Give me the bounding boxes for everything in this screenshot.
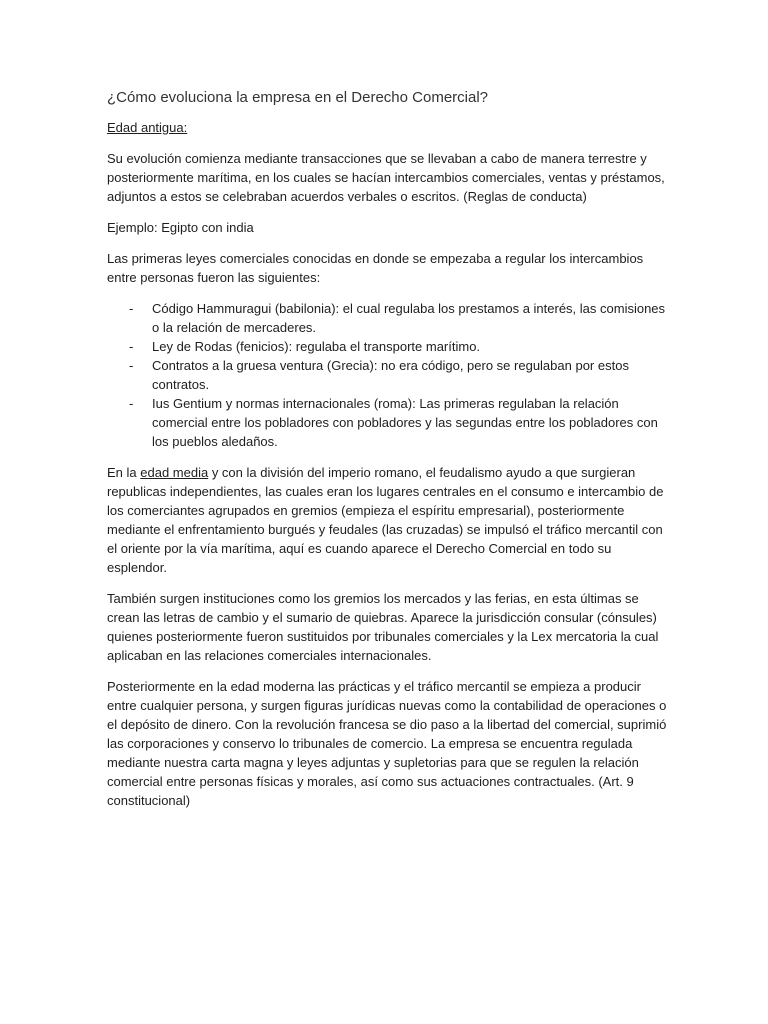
list-item-text: Ius Gentium y normas internacionales (roma): Las primeras regulaban la relación comercial entre los pobladores con pobladores y las segundas entre los pobladores con los pueblos aledaños. xyxy=(152,396,658,449)
paragraph-modern-age: Posteriormente en la edad moderna las prácticas y el tráfico mercantil se empieza a producir entre cualquier persona, y surgen figuras jurídicas nuevas como la contabilidad de operaciones o el depósito de dinero. Con la revolución francesa se dio paso a la libertad del comercial, suprimió las corporaciones y conservo lo tribunales de comercio. La empresa se encuentra regulada mediante nuestra carta magna y leyes adjuntas y supletorias para que se regulen la relación comercial entre personas físicas y morales, así como sus actuaciones contractuales. (Art. 9 constitucional) xyxy=(107,679,667,808)
paragraph-middle-ages-rest: y con la división del imperio romano, el feudalismo ayudo a que surgieran republicas independientes, las cuales eran los lugares centrales en el consumo e intercambio de los comerciantes agrupados en gremios (empieza el espíritu empresarial), posteriormente mediante el enfrentamiento burgués y feudales (las cruzadas) se impulsó el tráfico mercantil con el oriente por la vía marítima, aquí es cuando aparece el Derecho Comercial en todo su esplendor. xyxy=(107,465,664,575)
section-heading xyxy=(107,118,667,137)
bullet-marker: - xyxy=(129,396,134,411)
document-page xyxy=(107,88,667,822)
bullet-marker: - xyxy=(129,339,134,354)
list-item xyxy=(107,394,667,451)
laws-list xyxy=(107,299,667,451)
bullet-marker: - xyxy=(129,358,134,373)
list-item xyxy=(107,337,667,356)
section-heading-text: Edad antigua: xyxy=(107,120,188,135)
paragraph-example: Ejemplo: Egipto con india xyxy=(107,220,254,235)
paragraph-institutions: También surgen instituciones como los gremios los mercados y las ferias, en esta últimas se crean las letras de cambio y el sumario de quiebras. Aparece la jurisdicción consular (cónsules) quienes posteriormente fueron sustituidos por tribunales comerciales y la Lex mercatoria la cual aplicaban en las relaciones comerciales internacionales. xyxy=(107,591,659,663)
list-item-text: Código Hammuragui (babilonia): el cual regulaba los prestamos a interés, las comisiones o la relación de mercaderes. xyxy=(152,301,666,335)
list-item-text: Contratos a la gruesa ventura (Grecia): no era código, pero se regulaban por estos contratos. xyxy=(152,358,629,392)
document-title: ¿Cómo evoluciona la empresa en el Derecho Comercial? xyxy=(107,89,489,106)
paragraph-middle-ages xyxy=(107,463,667,577)
bullet-marker: - xyxy=(129,301,134,316)
edad-media-term: edad media xyxy=(140,465,209,480)
list-item xyxy=(107,299,667,337)
paragraph-evolution: Su evolución comienza mediante transacciones que se llevaban a cabo de manera terrestre y posteriormente marítima, en los cuales se hacían intercambios comerciales, ventas y préstamos, adjuntos a estos se celebraban acuerdos verbales o escritos. (Reglas de conducta) xyxy=(107,151,665,204)
paragraph-middle-ages-prefix: En la xyxy=(107,465,141,480)
paragraph-list-intro: Las primeras leyes comerciales conocidas en donde se empezaba a regular los intercambios entre personas fueron las siguientes: xyxy=(107,251,644,285)
list-item-text: Ley de Rodas (fenicios): regulaba el transporte marítimo. xyxy=(152,339,481,354)
list-item xyxy=(107,356,667,394)
